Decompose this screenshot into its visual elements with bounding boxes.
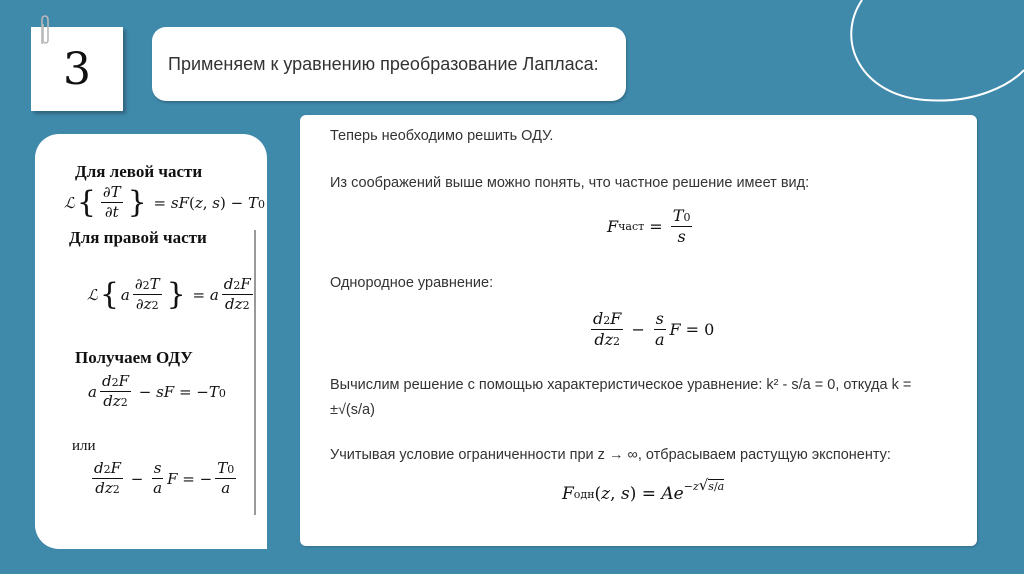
paragraph-4-line-2: ±√(s/a) [330, 402, 375, 418]
paperclip-icon [36, 14, 54, 46]
left-card-divider [254, 230, 256, 515]
title-box [152, 27, 626, 101]
heading-right-part: Для правой части [69, 228, 207, 247]
heading-left-part: Для левой части [75, 162, 203, 181]
formula-ode: a $\frac{d2F}{dz2}$ − sF = −T0 [88, 372, 226, 411]
or-label: или [72, 438, 96, 454]
paragraph-5: Учитывая условие ограниченности при z → ∞, отбрасываем растущую экспоненту: [330, 447, 891, 463]
paragraph-3: Однородное уравнение: [330, 275, 494, 291]
formula-left-part: ℒ { $\frac{\partial T}{\partial t}$ } = sF(z, s) − T0 [64, 183, 265, 222]
formula-homogeneous: $\frac{d2F}{dz2}$ − $\frac{s}{a}$ F = 0 [593, 309, 715, 350]
heading-ode: Получаем ОДУ [75, 348, 193, 367]
paragraph-4-line-1: Вычислим решение с помощью характеристическое уравнение: k² - s/a = 0, откуда k = [330, 377, 912, 393]
formula-right-part: ℒ { a $\frac{\partial 2T}{\partial z2}$ } = a $\frac{d2F}{dz2}$ [87, 275, 251, 314]
slide-title: Применяем к уравнению преобразование Лапласа: [168, 53, 599, 74]
slide-number: 3 [63, 43, 91, 95]
formula-particular: F част = $\frac{T0}{s}$ [607, 206, 691, 247]
formula-ode-alt: $\frac{d2F}{dz2}$ − $\frac{s}{a}$ F = − $\frac{T0}{a}$ [94, 459, 235, 498]
paragraph-2: Из соображений выше можно понять, что частное решение имеет вид: [330, 175, 810, 191]
paragraph-1: Теперь необходимо решить ОДУ. [330, 128, 554, 144]
formula-solution: F одн (z, s) = Ae −z√s/a [562, 476, 725, 504]
